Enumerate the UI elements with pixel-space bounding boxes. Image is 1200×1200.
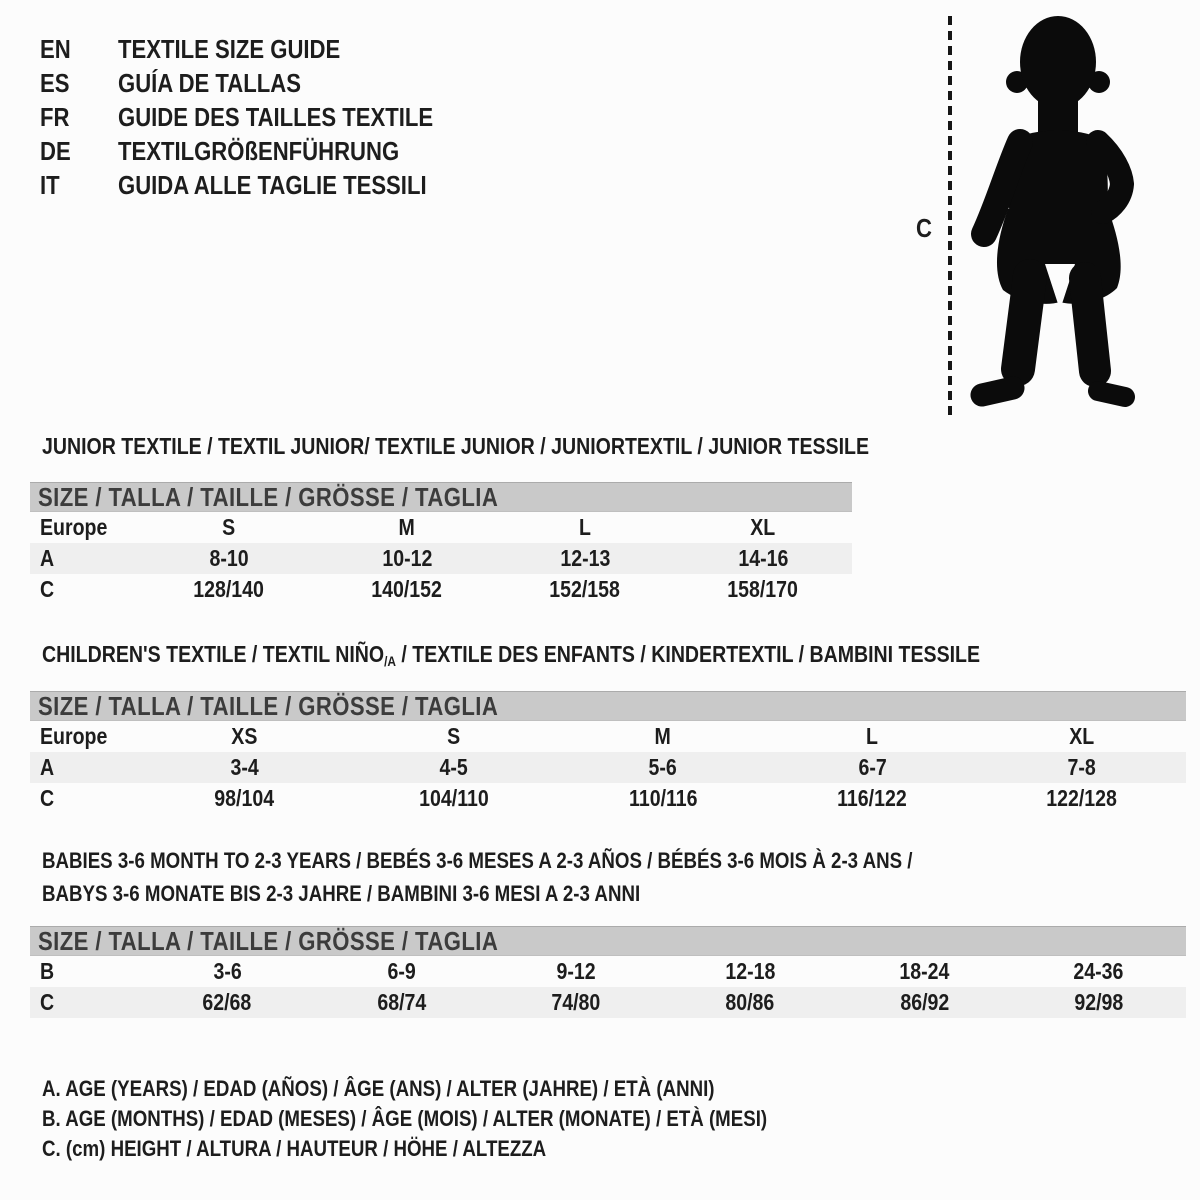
junior-size-table: [30, 482, 852, 605]
language-row-de: [40, 134, 489, 168]
language-code: IT: [40, 169, 60, 200]
language-row-es: [40, 66, 489, 100]
babies-section-title-line2: BABYS 3-6 MONATE BIS 2-3 JAHRE / BAMBINI 3-6 MESI A 2-3 ANNI: [42, 881, 641, 906]
language-row-it: [40, 168, 489, 202]
column-header: Europe: [40, 723, 108, 749]
legend-line-c: C. (cm) HEIGHT / ALTURA / HAUTEUR / HÖHE / ALTEZZA: [42, 1136, 547, 1161]
table-cell: 104/110: [418, 785, 489, 811]
table-cell: 8-10: [209, 545, 249, 571]
column-header: XS: [231, 723, 258, 749]
table-cell: 24-36: [1073, 958, 1124, 984]
table-cell: 5-6: [648, 754, 678, 780]
children-size-table: [30, 691, 1186, 814]
babies-section-title-line1: BABIES 3-6 MONTH TO 2-3 YEARS / BEBÉS 3-6 MESES A 2-3 AÑOS / BÉBÉS 3-6 MOIS À 2-3 ANS /: [42, 848, 913, 873]
language-code: DE: [40, 135, 71, 166]
children-row-age: [30, 752, 1186, 783]
row-label: C: [40, 785, 55, 811]
language-row-en: [40, 32, 489, 66]
column-header: L: [866, 723, 879, 749]
junior-section-title: JUNIOR TEXTILE / TEXTIL JUNIOR/ TEXTILE JUNIOR / JUNIORTEXTIL / JUNIOR TESSILE: [42, 433, 870, 459]
guide-title-es: GUÍA DE TALLAS: [118, 67, 301, 98]
column-header: M: [398, 514, 416, 540]
table-cell: 80/86: [725, 989, 775, 1015]
language-code: EN: [40, 33, 71, 64]
row-label: C: [40, 576, 55, 602]
row-label: C: [40, 989, 55, 1015]
guide-title-fr: GUIDE DES TAILLES TEXTILE: [118, 101, 434, 132]
table-cell: 9-12: [556, 958, 596, 984]
table-cell: 6-9: [387, 958, 416, 984]
table-cell: 98/104: [214, 785, 275, 811]
column-header: M: [654, 723, 672, 749]
table-cell: 3-4: [230, 754, 259, 780]
measure-legend: [42, 1074, 895, 1164]
table-cell: 110/116: [628, 785, 698, 811]
table-cell: 12-13: [559, 545, 610, 571]
column-header: XL: [1068, 723, 1094, 749]
guide-title-de: TEXTILGRÖßENFÜHRUNG: [118, 135, 400, 166]
row-label: A: [40, 754, 55, 780]
table-cell: 10-12: [381, 545, 432, 571]
language-row-fr: [40, 100, 489, 134]
table-cell: 18-24: [899, 958, 950, 984]
junior-row-height: [30, 574, 852, 605]
table-cell: 140/152: [371, 576, 443, 602]
guide-title-it: GUIDA ALLE TAGLIE TESSILI: [118, 169, 427, 200]
column-header: S: [222, 514, 236, 540]
table-cell: 92/98: [1074, 989, 1124, 1015]
table-cell: 14-16: [737, 545, 788, 571]
children-row-height: [30, 783, 1186, 814]
legend-line-a: A. AGE (YEARS) / EDAD (AÑOS) / ÂGE (ANS) / ALTER (JAHRE) / ETÀ (ANNI): [42, 1076, 715, 1101]
column-header: XL: [750, 514, 776, 540]
row-label: A: [40, 545, 55, 571]
table-cell: 7-8: [1067, 754, 1096, 780]
table-cell: 4-5: [439, 754, 468, 780]
babies-row-months: [30, 956, 1186, 987]
table-cell: 152/158: [549, 576, 621, 602]
babies-size-table-header-bar: SIZE / TALLA / TAILLE / GRÖSSE / TAGLIA: [30, 926, 1186, 956]
column-header: Europe: [40, 514, 108, 540]
table-cell: 86/92: [900, 989, 949, 1015]
table-cell: 62/68: [202, 989, 252, 1015]
table-cell: 74/80: [551, 989, 601, 1015]
junior-columns-row: [30, 512, 852, 543]
junior-size-table-header-bar: SIZE / TALLA / TAILLE / GRÖSSE / TAGLIA: [30, 482, 852, 512]
children-columns-row: [30, 721, 1186, 752]
height-dashed-line: [948, 16, 952, 416]
language-code: FR: [40, 101, 70, 132]
row-label: B: [40, 958, 55, 984]
table-cell: 128/140: [193, 576, 265, 602]
language-title-list: [40, 32, 489, 202]
children-size-table-header-bar: SIZE / TALLA / TAILLE / GRÖSSE / TAGLIA: [30, 691, 1186, 721]
height-measure-label: C: [916, 213, 932, 243]
babies-row-height: [30, 987, 1186, 1018]
table-cell: 122/128: [1046, 785, 1117, 811]
table-cell: 12-18: [725, 958, 776, 984]
language-code: ES: [40, 67, 70, 98]
table-cell: 116/122: [837, 785, 907, 811]
babies-size-table: [30, 926, 1186, 1018]
junior-row-age: [30, 543, 852, 574]
table-cell: 158/170: [727, 576, 799, 602]
children-section-title: CHILDREN'S TEXTILE / TEXTIL NIÑO/A / TEXTILE DES ENFANTS / KINDERTEXTIL / BAMBINI TESSILE: [42, 641, 981, 669]
guide-title-en: TEXTILE SIZE GUIDE: [118, 33, 341, 64]
table-cell: 3-6: [213, 958, 242, 984]
column-header: L: [579, 514, 591, 540]
column-header: S: [447, 723, 461, 749]
toddler-silhouette-icon: [963, 14, 1141, 418]
table-cell: 6-7: [858, 754, 887, 780]
nino-a-subscript: /A: [384, 653, 396, 669]
table-cell: 68/74: [377, 989, 426, 1015]
legend-line-b: B. AGE (MONTHS) / EDAD (MESES) / ÂGE (MOIS) / ALTER (MONATE) / ETÀ (MESI): [42, 1106, 768, 1131]
